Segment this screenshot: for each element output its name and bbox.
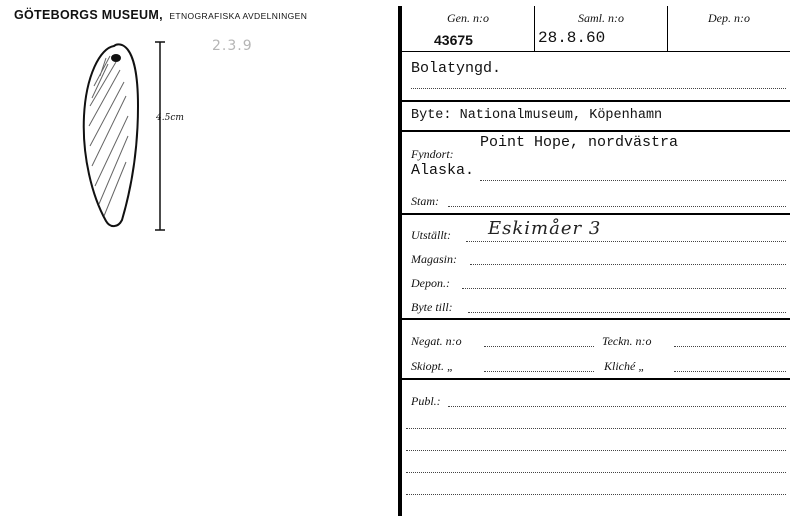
- title-dotline: [411, 88, 786, 89]
- publ-dotline-2: [406, 428, 786, 429]
- fyndort-label: Fyndort:: [411, 147, 454, 161]
- magasin-label: Magasin:: [411, 252, 457, 266]
- utstallt-value: Eskimåer 3: [488, 218, 602, 239]
- dep-column: [668, 6, 790, 52]
- teckn-label: Teckn. n:o: [602, 334, 652, 348]
- negat-label: Negat. n:o: [411, 334, 462, 348]
- byte-till-rule: [402, 318, 790, 320]
- weight-hole: [111, 54, 121, 62]
- object-title: Bolatyngd.: [411, 60, 502, 77]
- byte-line: Byte: Nationalmuseum, Köpenhamn: [411, 108, 663, 123]
- title-rule: [402, 100, 790, 102]
- negat-dotline: [484, 346, 594, 347]
- fyndort-line-2: Alaska.: [411, 162, 475, 179]
- byte-rule: [402, 130, 790, 132]
- bola-weight-drawing: [80, 36, 190, 236]
- saml-label: Saml. n:o: [578, 11, 624, 25]
- publ-dotline-4: [406, 472, 786, 473]
- byte-till-label: Byte till:: [411, 300, 453, 314]
- gen-label: Gen. n:o: [447, 11, 489, 25]
- gen-value: 43675: [434, 32, 473, 48]
- byte-till-dotline: [468, 312, 786, 313]
- number-columns: [402, 6, 790, 52]
- depon-label: Depon.:: [411, 276, 450, 290]
- fyndort-dotline: [480, 180, 786, 181]
- depon-dotline: [462, 288, 786, 289]
- utstallt-dotline: [466, 241, 786, 242]
- stam-rule: [402, 213, 790, 215]
- weight-shading: [89, 56, 128, 216]
- saml-value: 28.8.60: [538, 29, 606, 47]
- stam-dotline: [448, 206, 786, 207]
- catalog-card: [402, 6, 798, 516]
- fyndort-line-1: Point Hope, nordvästra: [480, 134, 679, 151]
- publ-dotline-1: [448, 406, 786, 407]
- utstallt-label: Utställt:: [411, 228, 452, 242]
- stam-label: Stam:: [411, 194, 439, 208]
- gen-column: [402, 6, 535, 52]
- teckn-dotline: [674, 346, 786, 347]
- department-name: ETNOGRAFISKA AVDELNINGEN: [169, 11, 308, 21]
- museum-name: GÖTEBORGS MUSEUM,: [14, 8, 163, 22]
- publ-label: Publ.:: [411, 394, 441, 408]
- skiopt-label: Skiopt. „: [411, 359, 454, 373]
- publ-dotline-5: [406, 494, 786, 495]
- publ-dotline-3: [406, 450, 786, 451]
- museum-header: [14, 6, 307, 24]
- magasin-dotline: [470, 264, 786, 265]
- kliche-rule: [402, 378, 790, 380]
- pencil-note: 2.3.9: [212, 38, 253, 54]
- size-label: 4.5cm: [156, 113, 184, 123]
- skiopt-dotline: [484, 371, 594, 372]
- dep-label: Dep. n:o: [708, 11, 750, 25]
- saml-column: [535, 6, 668, 52]
- kliche-dotline: [674, 371, 786, 372]
- kliche-label: Kliché „: [604, 359, 645, 373]
